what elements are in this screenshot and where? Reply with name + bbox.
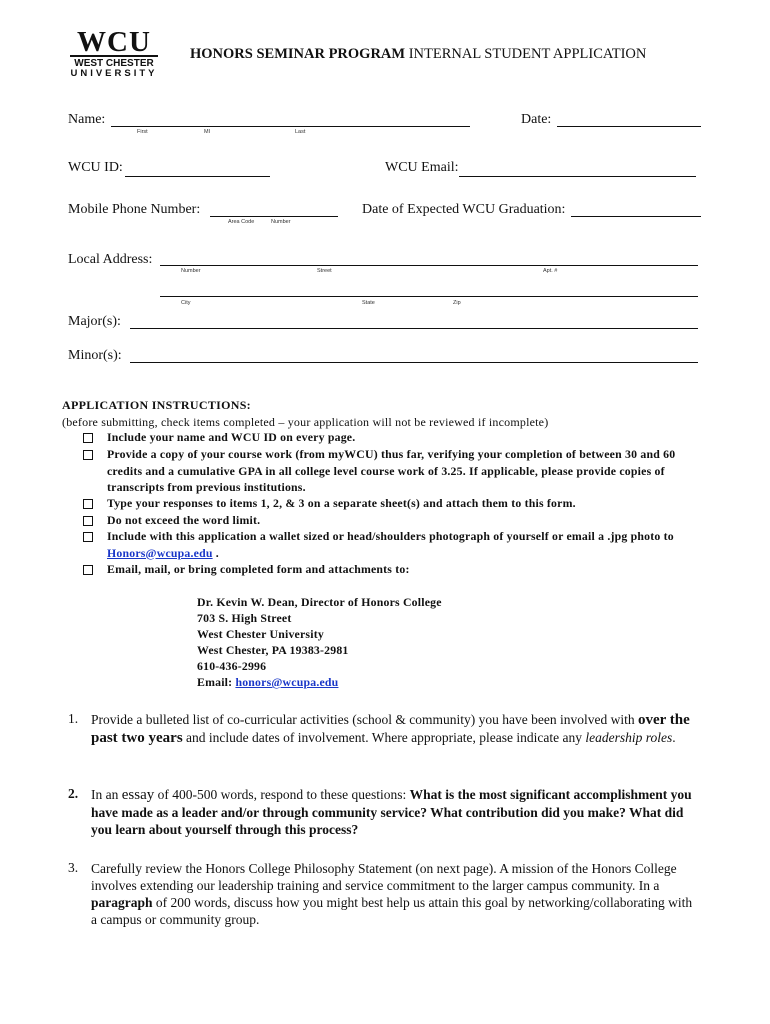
instruction-item: Include your name and WCU ID on every page. — [107, 430, 356, 444]
addr-city-hint: City — [181, 300, 191, 306]
instructions-subheading: (before submitting, check items completed – your application will not be reviewed if incomplete) — [62, 415, 549, 429]
wcu-id-field[interactable] — [125, 176, 270, 177]
address-email-link[interactable]: honors@wcupa.edu — [235, 675, 339, 689]
q3-paragraph: paragraph — [91, 895, 153, 910]
addr-apt-hint: Apt. # — [543, 268, 558, 274]
minor-label: Minor(s): — [68, 348, 122, 363]
q3-text: of 200 words, discuss how you might best help us attain this goal by networking/collaborating with a campus or community group. — [91, 895, 693, 927]
name-field[interactable] — [111, 126, 470, 127]
instruction-item-photo — [107, 528, 697, 561]
q1-text: and include dates of involvement. Where appropriate, please indicate any — [182, 730, 586, 745]
photo-text: Include with this application a wallet sized or head/shoulders photograph of yourself or email a .jpg photo to — [107, 529, 674, 543]
address-email-row — [197, 674, 442, 690]
address-line: 610-436-2996 — [197, 659, 267, 673]
name-label: Name: — [68, 112, 106, 127]
q1-leadership: leadership roles — [585, 730, 673, 745]
q2-text: In an — [91, 787, 122, 802]
address-line: West Chester University — [197, 627, 324, 641]
wcu-email-label: WCU Email: — [385, 160, 459, 175]
question-1 — [91, 711, 701, 747]
address-line: 703 S. High Street — [197, 611, 292, 625]
name-last-hint: Last — [295, 129, 306, 135]
date-label: Date: — [521, 112, 552, 127]
date-field[interactable] — [557, 126, 701, 127]
phone-number-hint: Number — [271, 219, 291, 225]
photo-text-end: . — [212, 545, 219, 560]
instruction-item: Provide a copy of your course work (from myWCU) thus far, verifying your completion of between 30 and 60 credits and a cumulative GPA in all college level course work of 3.25. If applicable, please provide copies of transcripts from previous institutions. — [107, 447, 676, 494]
address-line: West Chester, PA 19383-2981 — [197, 643, 349, 657]
page-title — [190, 46, 646, 63]
question-3-number: 3. — [68, 860, 79, 875]
q1-text: Provide a bulleted list of co-curricular activities (school & community) you have been involved with — [91, 712, 638, 727]
q2-questions: What is the most significant accomplishment you have made as a leader and/or through community service? What contribution did you make? What did you learn about yourself through this process? — [91, 787, 692, 837]
title-bold: HONORS SEMINAR PROGRAM — [190, 46, 406, 62]
major-label: Major(s): — [68, 314, 121, 329]
instruction-item: Type your responses to items 1, 2, & 3 on a separate sheet(s) and attach them to this form. — [107, 496, 576, 510]
phone-label: Mobile Phone Number: — [68, 202, 201, 217]
instruction-item: Email, mail, or bring completed form and attachments to: — [107, 562, 410, 576]
address-line: Dr. Kevin W. Dean, Director of Honors College — [197, 595, 442, 609]
graduation-label: Date of Expected WCU Graduation: — [362, 202, 566, 217]
graduation-field[interactable] — [571, 216, 701, 217]
addr-number-hint: Number — [181, 268, 201, 274]
instructions-heading: APPLICATION INSTRUCTIONS: — [62, 398, 251, 412]
logo-wcu: WCU — [70, 29, 158, 57]
q1-period: . — [672, 730, 676, 745]
major-field[interactable] — [130, 328, 698, 329]
checkbox-word-limit[interactable] — [83, 516, 93, 526]
name-first-hint: First — [137, 129, 148, 135]
question-1-number: 1. — [68, 711, 79, 726]
honors-email-link[interactable]: Honors@wcupa.edu — [107, 545, 213, 560]
checkbox-responses[interactable] — [83, 499, 93, 509]
q3-text: Carefully review the Honors College Philosophy Statement (on next page). A mission of the Honors College involves extending our leadership training and service commitment to the larger campus community. In a — [91, 861, 677, 893]
address-line1-field[interactable] — [160, 265, 698, 266]
addr-state-hint: State — [362, 300, 375, 306]
checkbox-photo[interactable] — [83, 532, 93, 542]
address-label: Local Address: — [68, 252, 153, 267]
wcu-id-label: WCU ID: — [68, 160, 123, 175]
logo-west-chester: WEST CHESTER — [74, 58, 154, 69]
q2-essay: essay — [121, 787, 155, 803]
addr-zip-hint: Zip — [453, 300, 461, 306]
instruction-item: Do not exceed the word limit. — [107, 513, 261, 527]
wcu-email-field[interactable] — [459, 176, 696, 177]
title-rest: INTERNAL STUDENT APPLICATION — [408, 46, 647, 62]
logo-university: UNIVERSITY — [70, 68, 158, 79]
mailing-address — [197, 594, 442, 690]
checkbox-submit[interactable] — [83, 565, 93, 575]
addr-street-hint: Street — [317, 268, 332, 274]
address-line2-field[interactable] — [160, 296, 698, 297]
name-mi-hint: MI — [204, 129, 211, 135]
checkbox-name-id[interactable] — [83, 433, 93, 443]
phone-area-hint: Area Code — [228, 219, 255, 225]
address-email-label: Email: — [197, 675, 236, 689]
wcu-logo — [66, 26, 162, 79]
question-3 — [91, 860, 701, 928]
q2-text: of 400-500 words, respond to these questions: — [154, 787, 410, 802]
q1-emphasis: over the past two years — [91, 712, 690, 746]
minor-field[interactable] — [130, 362, 698, 363]
checkbox-coursework[interactable] — [83, 450, 93, 460]
question-2 — [91, 786, 701, 838]
phone-field[interactable] — [210, 216, 338, 217]
question-2-number: 2. — [68, 786, 79, 801]
